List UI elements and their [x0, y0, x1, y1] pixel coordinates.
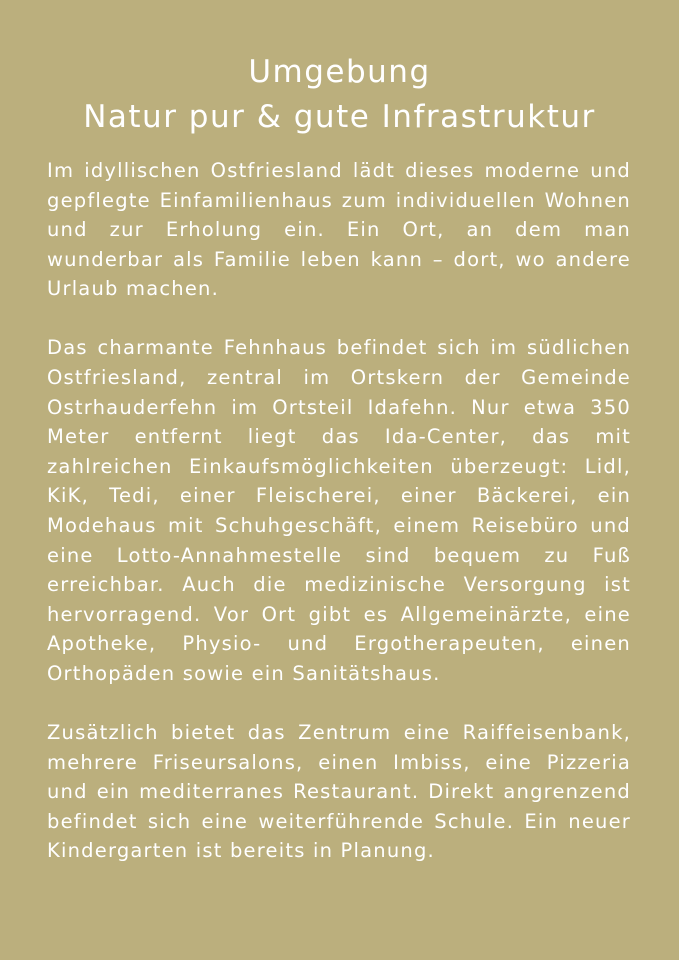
- title-line-2: Natur pur & gute Infrastruktur: [83, 99, 596, 135]
- paragraph-location: Das charmante Fehnhaus befindet sich im südlichen Ostfriesland, zentral im Ortskern der Gemeinde Ostrhauderfehn im Ortsteil Idafehn. Nur etwa 350 Meter entfernt liegt das Ida-Center, das mit zahlreichen Einkaufsmöglichkeiten überzeugt: Lidl, KiK, Tedi, einer Fleischerei, einer Bäckerei, ein Modehaus mit Schuhgeschäft, einem Reisebüro und eine Lotto-Annahmestelle sind bequem zu Fuß erreichbar. Auch die medizinische Versorgung ist hervorragend. Vor Ort gibt es Allgemeinärzte, eine Apotheke, Physio- und Ergotherapeuten, einen Orthopäden sowie ein Sanitätshaus.: [47, 336, 631, 685]
- paragraph-amenities: Zusätzlich bietet das Zentrum eine Raiffeisenbank, mehrere Friseursalons, einen Imbiss, eine Pizzeria und ein mediterranes Restaurant. Direkt angrenzend befindet sich eine weiterführende Schule. Ein neuer Kindergarten ist bereits in Planung.: [47, 721, 631, 863]
- paragraph-intro: Im idyllischen Ostfriesland lädt dieses moderne und gepflegte Einfamilienhaus zum individuellen Wohnen und zur Erholung ein. Ein Ort, an dem man wunderbar als Familie leben kann – dort, wo andere Urlaub machen.: [47, 159, 631, 301]
- title-line-1: Umgebung: [248, 54, 431, 90]
- page-title: [0, 50, 679, 140]
- body-text: [47, 156, 631, 896]
